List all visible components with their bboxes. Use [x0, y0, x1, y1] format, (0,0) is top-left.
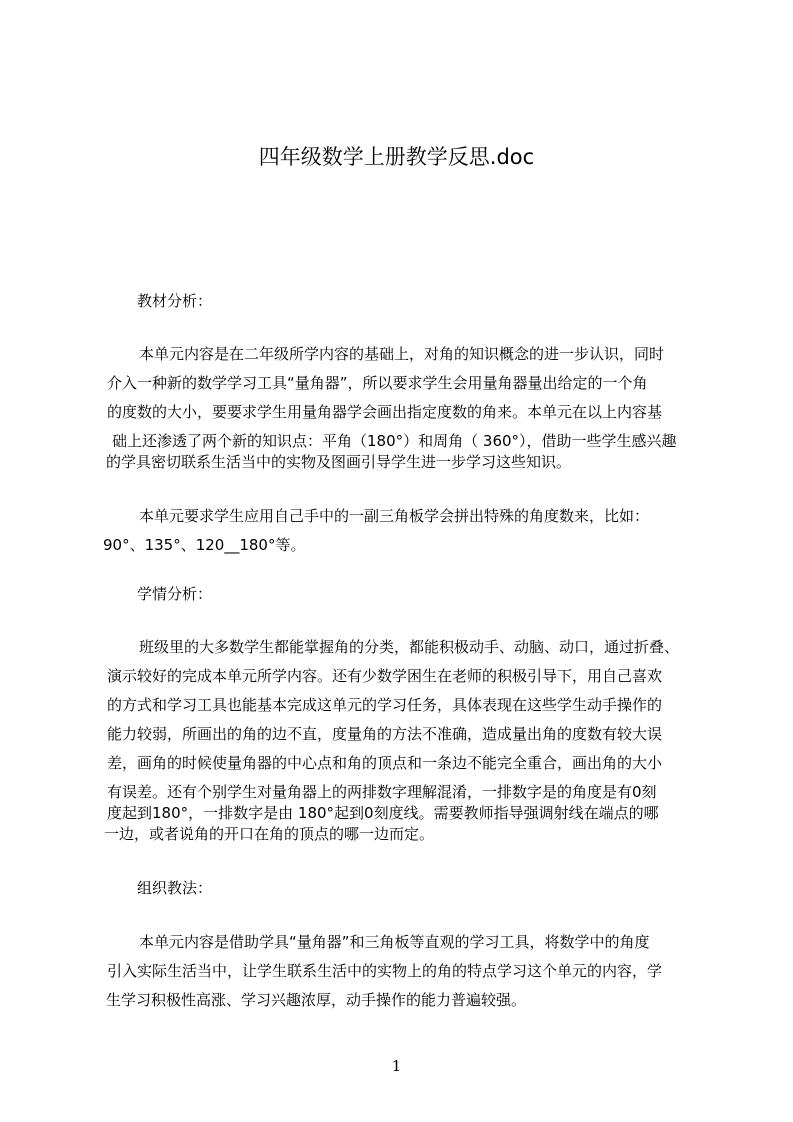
section-heading-student-analysis: 学情分析： [137, 585, 213, 603]
paragraph-line: 一边，或者说角的开口在角的顶点的哪一边而定。 [104, 825, 435, 843]
paragraph-line: 引入实际生活当中，让学生联系生活中的实物上的角的特点学习这个单元的内容，学 [107, 962, 663, 980]
paragraph-line: 能力较弱，所画出的角的边不直，度量角的方法不准确，造成量出角的度数有较大误 [107, 725, 663, 743]
paragraph-line: 本单元内容是在二年级所学内容的基础上，对角的知识概念的进一步认识，同时 [139, 345, 665, 363]
paragraph-line: 本单元要求学生应用自己手中的一副三角板学会拼出特殊的角度数来，比如： [139, 507, 650, 525]
paragraph-line: 度起到180°，一排数字是由 180°起到0刻度线。需要教师指导强调射线在端点的哪 [107, 804, 659, 822]
paragraph-line: 有误差。还有个别学生对量角器上的两排数字理解混淆，一排数字是的角度是有0刻 [107, 783, 657, 801]
paragraph-line: 生学习积极性高涨、学习兴趣浓厚，动手操作的能力普遍较强。 [106, 991, 527, 1009]
paragraph-line: 的度数的大小，要要求学生用量角器学会画出指定度数的角来。本单元在以上内容基 [107, 403, 663, 421]
paragraph-line: 演示较好的完成本单元所学内容。还有少数学困生在老师的积极引导下，用自己喜欢 [107, 667, 663, 685]
paragraph-line: 的学具密切联系生活当中的实物及图画引导学生进一步学习这些知识。 [106, 453, 572, 471]
section-heading-textbook-analysis: 教材分析： [137, 292, 213, 310]
section-heading-teaching-method: 组织教法： [137, 879, 213, 897]
paragraph-line: 差，画角的时候使量角器的中心点和角的顶点和一条边不能完全重合，画出角的大小 [107, 754, 663, 772]
paragraph-line: 的方式和学习工具也能基本完成这单元的学习任务，具体表现在这些学生动手操作的 [107, 696, 663, 714]
paragraph-line: 班级里的大多数学生都能掌握角的分类，都能积极动手、动脑、动口，通过折叠、 [139, 638, 680, 656]
paragraph-line: 础上还渗透了两个新的知识点：平角（180°）和周角（ 360°），借助一些学生感兴趣 [112, 432, 677, 450]
document-title: 四年级数学上册教学反思.doc [258, 145, 535, 169]
page-number: 1 [391, 1057, 402, 1075]
paragraph-line: 90°、135°、120__180°等。 [103, 536, 306, 554]
paragraph-line: 介入一种新的数学学习工具“量角器”，所以要求学生会用量角器量出给定的一个角 [107, 374, 648, 392]
paragraph-line: 本单元内容是借助学具“量角器”和三角板等直观的学习工具，将数学中的角度 [139, 933, 650, 951]
